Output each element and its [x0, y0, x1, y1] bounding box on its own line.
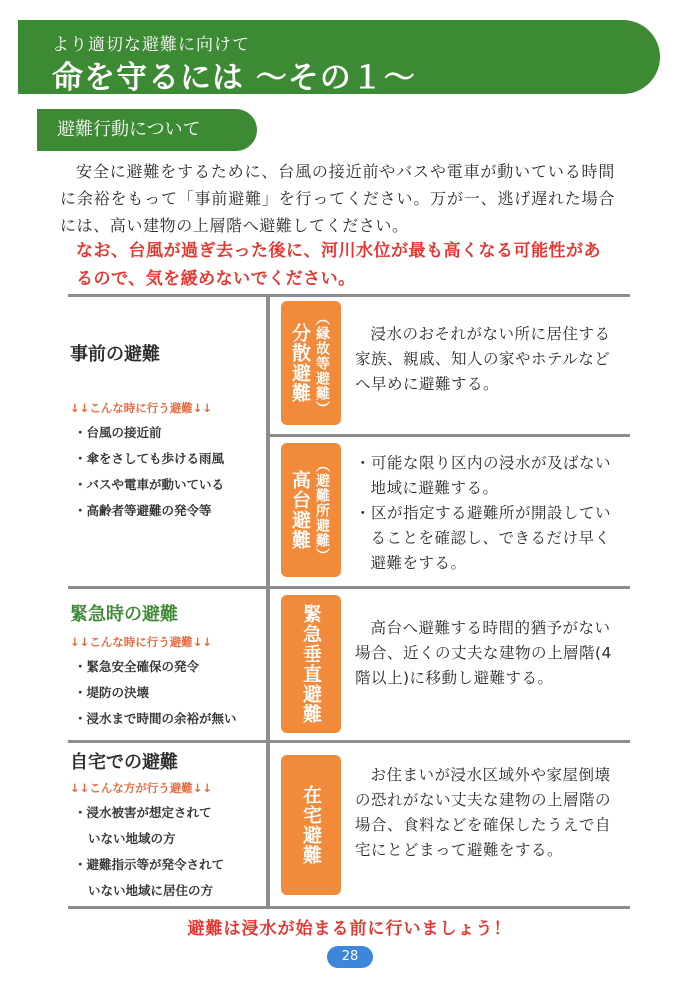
list-item: ・緊急安全確保の発令: [74, 659, 200, 674]
intro-text: 安全に避難をするために、台風の接近前やバスや電車が動いている時間に余裕をもって「事前避難」を行ってください。万が一、逃げ遅れた場合には、高い建物の上層階へ避難してください。: [60, 162, 615, 235]
page-number: 28: [327, 946, 373, 968]
evac-type-main: 緊急垂直避難: [300, 604, 322, 724]
list-item: ・バスや電車が動いている: [74, 477, 225, 492]
evac-type-badge-home: [281, 755, 341, 895]
warning-text: なお、台風が過ぎ去った後に、河川水位が最も高くなる可能性があるので、気を緩めないでください。: [76, 241, 601, 289]
evac-type-main: 高台避難: [289, 470, 311, 550]
evac-type-sub: （縁故等避難）: [314, 310, 330, 416]
evac-desc-home: お住まいが浸水区域外や家屋倒壊の恐れがない丈夫な建物の上層階の場合、食料などを確保したうえで自宅にとどまって避難をする。: [355, 766, 612, 859]
list-item: いない地域の方: [88, 831, 176, 846]
evac-type-main: 在宅避難: [300, 785, 322, 865]
bullet-list-emergency: [74, 654, 237, 732]
list-item: ・傘をさしても歩ける雨風: [74, 451, 225, 466]
evac-desc-vertical: 高台へ避難する時間的猶予がない場合、近くの丈夫な建物の上層階(4階以上)に移動し避難する。: [355, 619, 612, 687]
row-condition-emergency: ↓↓こんな時に行う避難↓↓: [70, 635, 213, 649]
header-subtitle: より適切な避難に向けて: [52, 35, 250, 55]
list-item: ・浸水被害が想定されて: [74, 805, 212, 820]
table-column-divider: [266, 296, 270, 908]
row-label-emergency: 緊急時の避難: [70, 604, 178, 625]
row-label-pre: 事前の避難: [70, 344, 160, 365]
bullet-list-home: [74, 800, 224, 904]
table-divider: [68, 906, 630, 909]
evac-desc-highground-2: ・区が指定する避難所が開設していることを確認し、できるだけ早く避難をする。: [355, 504, 612, 572]
list-item: ・避難指示等が発令されて: [74, 857, 225, 872]
evac-desc-dispersed: 浸水のおそれがない所に居住する家族、親戚、知人の家やホテルなどへ早めに避難する。: [355, 325, 611, 393]
row-label-home: 自宅での避難: [70, 752, 178, 773]
page-title: 命を守るには ～その１～: [52, 60, 416, 96]
section-heading: 避難行動について: [37, 109, 257, 151]
list-item: ・高齢者等避難の発令等: [74, 503, 212, 518]
list-item: ・堤防の決壊: [74, 685, 150, 700]
footer-message: 避難は浸水が始まる前に行いましょう！: [187, 919, 512, 939]
table-divider: [68, 586, 630, 589]
list-item: ・台風の接近前: [74, 425, 162, 440]
row-condition-home: ↓↓こんな方が行う避難↓↓: [70, 781, 213, 795]
list-item: いない地域に居住の方: [88, 883, 214, 898]
table-divider: [68, 740, 630, 743]
evac-type-badge-dispersed: [281, 301, 341, 425]
bullet-list-pre: [74, 420, 224, 524]
table-divider: [68, 294, 630, 297]
evac-desc-highground-1: ・可能な限り区内の浸水が及ばない地域に避難する。: [355, 454, 612, 497]
evac-type-sub: （避難所避難）: [314, 457, 330, 563]
table-divider: [270, 434, 630, 437]
evac-type-badge-highground: [281, 443, 341, 577]
list-item: ・浸水まで時間の余裕が無い: [74, 711, 237, 726]
evac-type-badge-vertical: [281, 595, 341, 733]
row-condition-pre: ↓↓こんな時に行う避難↓↓: [70, 401, 213, 415]
evac-type-main: 分散避難: [289, 323, 311, 403]
